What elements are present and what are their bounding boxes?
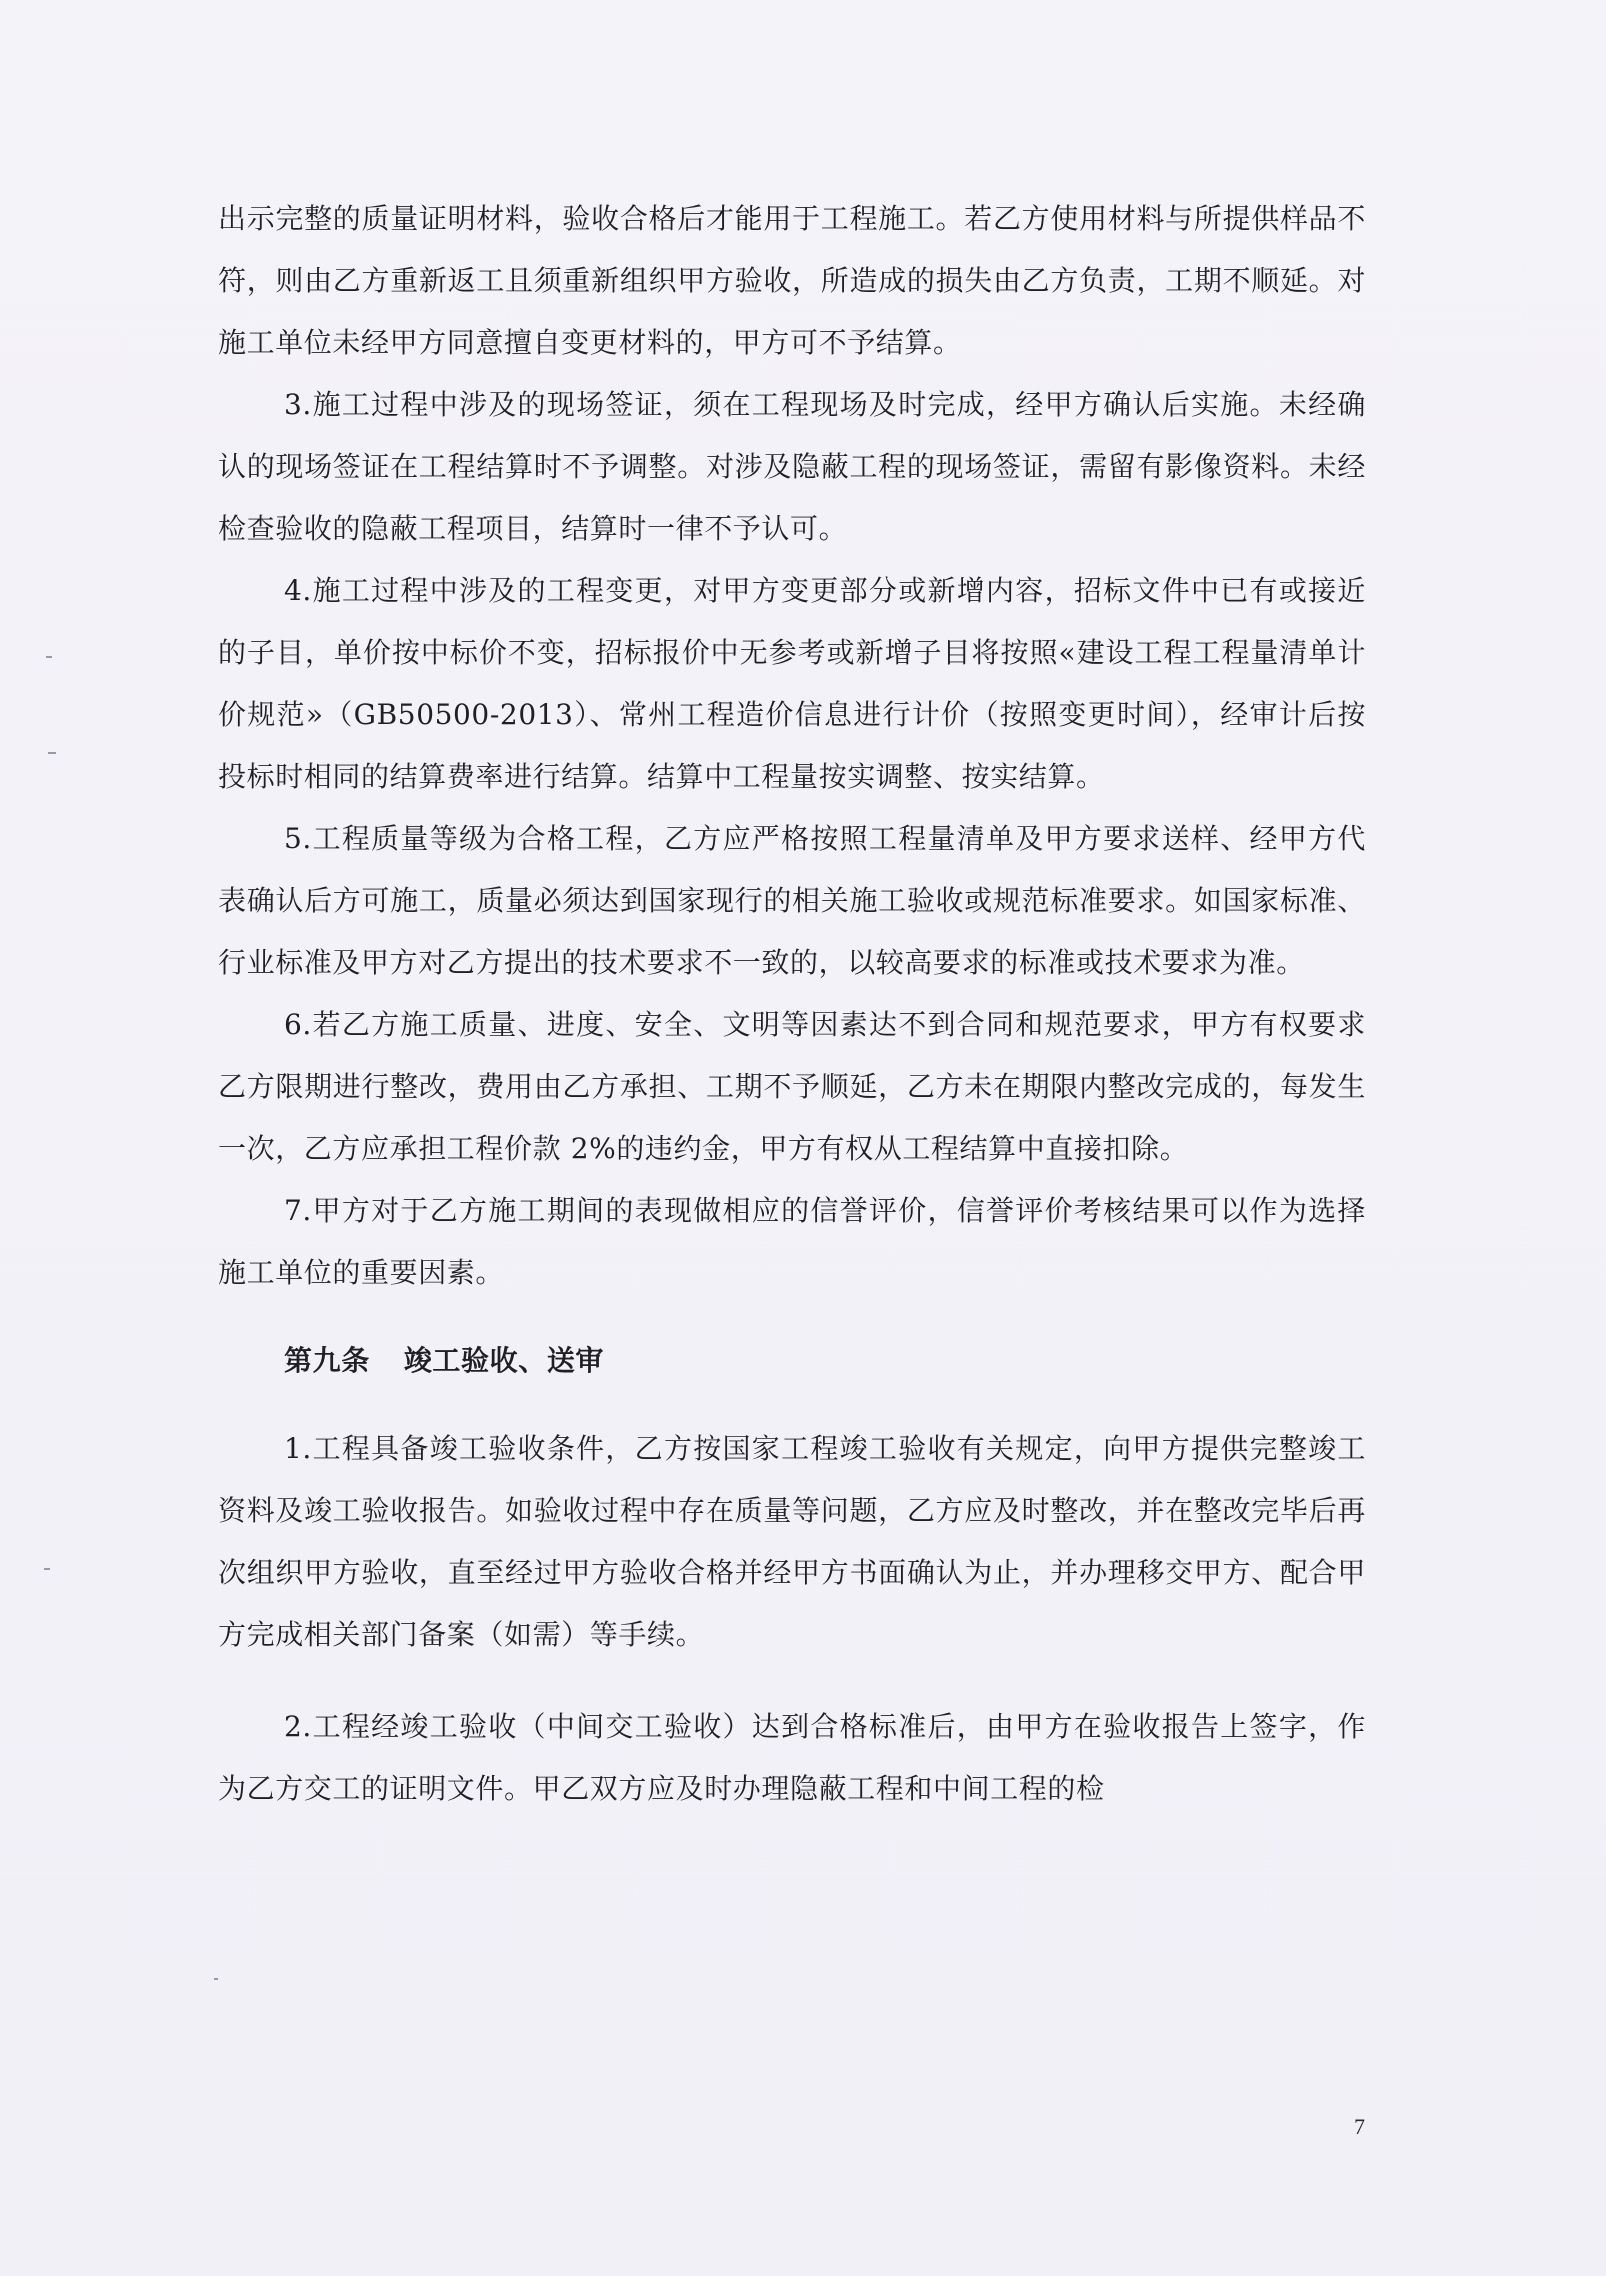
section-paragraph-2: 2.工程经竣工验收（中间交工验收）达到合格标准后，由甲方在验收报告上签字，作为乙方交工的证明文件。甲乙双方应及时办理隐蔽工程和中间工程的检 xyxy=(218,1710,1366,1805)
document-body xyxy=(218,188,1366,1820)
scan-speck xyxy=(48,752,56,754)
section-title: 竣工验收、送审 xyxy=(403,1344,605,1377)
page-number: 7 xyxy=(1354,2114,1365,2139)
paragraph-continued: 出示完整的质量证明材料，验收合格后才能用于工程施工。若乙方使用材料与所提供样品不符，则由乙方重新返工且须重新组织甲方验收，所造成的损失由乙方负责，工期不顺延。对施工单位未经甲方同意擅自变更材料的，甲方可不予结算。 xyxy=(218,202,1366,359)
section-heading xyxy=(218,1330,1366,1392)
section-paragraph-1: 1.工程具备竣工验收条件，乙方按国家工程竣工验收有关规定，向甲方提供完整竣工资料及竣工验收报告。如验收过程中存在质量等问题，乙方应及时整改，并在整改完毕后再次组织甲方验收，直至经过甲方验收合格并经甲方书面确认为止，并办理移交甲方、配合甲方完成相关部门备案（如需）等手续。 xyxy=(218,1432,1366,1651)
paragraph-item-6: 6.若乙方施工质量、进度、安全、文明等因素达不到合同和规范要求，甲方有权要求乙方限期进行整改，费用由乙方承担、工期不予顺延，乙方未在期限内整改完成的，每发生一次，乙方应承担工程价款 2%的违约金，甲方有权从工程结算中直接扣除。 xyxy=(218,1008,1366,1165)
scan-speck xyxy=(214,1978,218,1980)
scan-speck xyxy=(46,656,52,658)
paragraph-item-5: 5.工程质量等级为合格工程，乙方应严格按照工程量清单及甲方要求送样、经甲方代表确认后方可施工，质量必须达到国家现行的相关施工验收或规范标准要求。如国家标准、行业标准及甲方对乙方提出的技术要求不一致的，以较高要求的标准或技术要求为准。 xyxy=(218,822,1366,979)
paragraph-item-4: 4.施工过程中涉及的工程变更，对甲方变更部分或新增内容，招标文件中已有或接近的子目，单价按中标价不变，招标报价中无参考或新增子目将按照«建设工程工程量清单计价规范»（GB50500-2013）、常州工程造价信息进行计价（按照变更时间），经审计后按投标时相同的结算费率进行结算。结算中工程量按实调整、按实结算。 xyxy=(218,574,1366,793)
scan-speck xyxy=(44,1568,50,1570)
paragraph-item-3: 3.施工过程中涉及的现场签证，须在工程现场及时完成，经甲方确认后实施。未经确认的现场签证在工程结算时不予调整。对涉及隐蔽工程的现场签证，需留有影像资料。未经检查验收的隐蔽工程项目，结算时一律不予认可。 xyxy=(218,388,1366,545)
paragraph-item-7: 7.甲方对于乙方施工期间的表现做相应的信誉评价，信誉评价考核结果可以作为选择施工单位的重要因素。 xyxy=(218,1194,1366,1289)
section-number: 第九条 xyxy=(284,1344,370,1377)
